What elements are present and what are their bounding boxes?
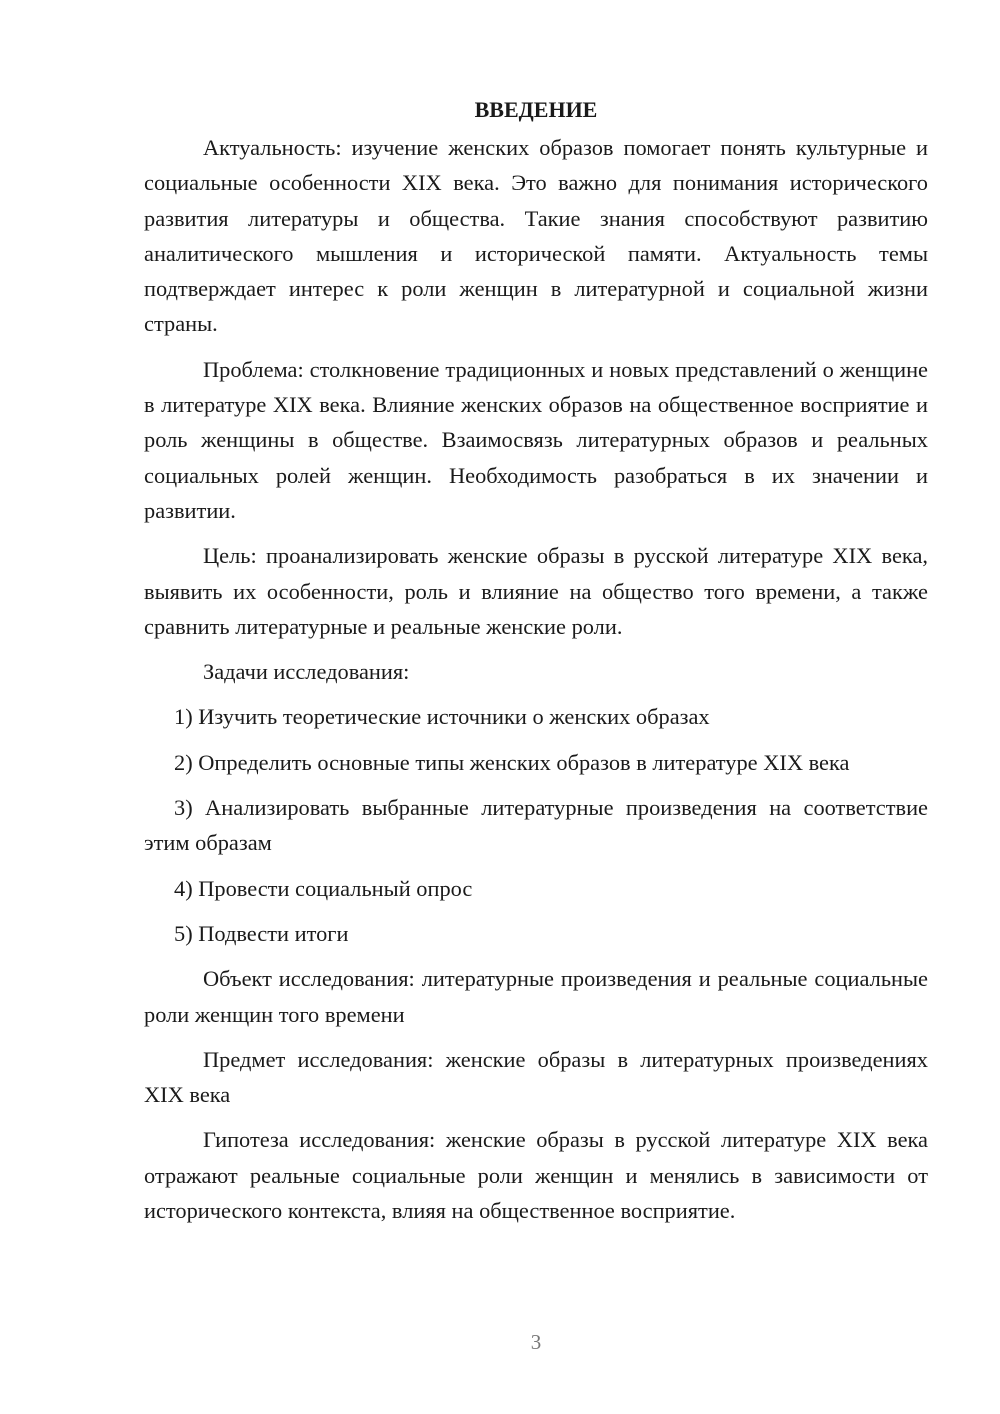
- relevance-paragraph: Актуальность: изучение женских образов помогает понять культурные и социальные особенности XIX века. Это важно для понимания исторического развития литературы и общества. Такие знания способствуют развитию аналитического мышления и исторической памяти. Актуальность темы подтверждает интерес к роли женщин в литературной и социальной жизни страны.: [144, 135, 928, 337]
- task-item-5: 5) Подвести итоги: [174, 920, 349, 946]
- object-paragraph: Объект исследования: литературные произведения и реальные социальные роли женщин того времени: [144, 966, 928, 1027]
- task-item-2: 2) Определить основные типы женских образов в литературе XIX века: [174, 749, 850, 775]
- subject-paragraph: Предмет исследования: женские образы в литературных произведениях XIX века: [144, 1046, 928, 1108]
- task-item-4: 4) Провести социальный опрос: [174, 875, 473, 901]
- hypothesis-paragraph: Гипотеза исследования: женские образы в русской литературе XIX века отражают реальные социальные роли женщин и менялись в зависимости от исторического контекста, влияя на общественное восприятие.: [144, 1127, 928, 1224]
- goal-paragraph: Цель: проанализировать женские образы в русской литературе XIX века, выявить их особенности, роль и влияние на общество того времени, а также сравнить литературные и реальные женские роли.: [144, 543, 928, 639]
- task-item-1: 1) Изучить теоретические источники о женских образах: [174, 704, 710, 730]
- tasks-heading: Задачи исследования:: [203, 659, 410, 685]
- problem-paragraph: Проблема: столкновение традиционных и новых представлений о женщине в литературе XIX века. Влияние женских образов на общественное восприятие и роль женщины в обществе. Взаимосвязь литературных образов и реальных социальных ролей женщин. Необходимость разобраться в их значении и развитии.: [144, 356, 928, 523]
- page-number: 3: [530, 1330, 542, 1354]
- document-page: [144, 92, 928, 1238]
- section-title: ВВЕДЕНИЕ: [474, 97, 598, 122]
- task-item-3: 3) Анализировать выбранные литературные произведения на соответствие этим образам: [144, 795, 928, 856]
